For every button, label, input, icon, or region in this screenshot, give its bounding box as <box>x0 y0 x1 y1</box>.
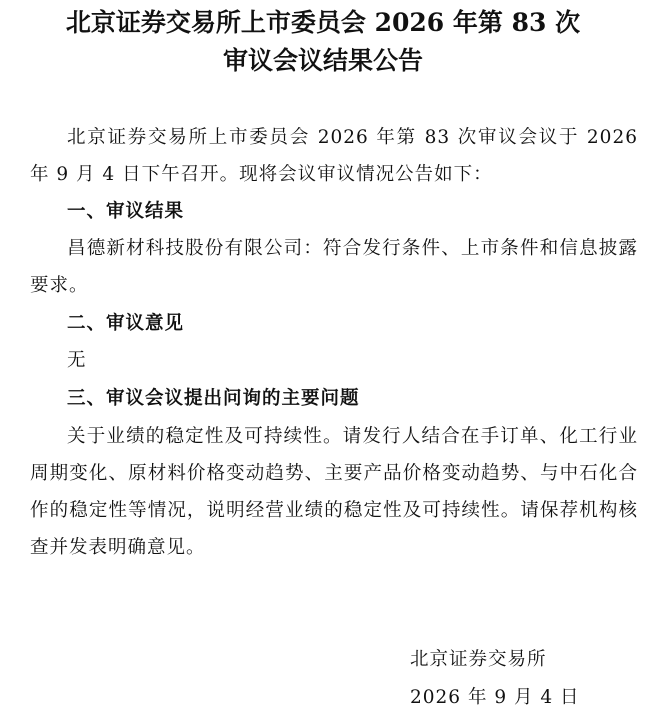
section-body-opinion: 无 <box>67 350 87 371</box>
section-body-result: 昌德新材科技股份有限公司：符合发行条件、上市条件和信息披露要求。 <box>30 238 638 296</box>
intro-paragraph: 北京证券交易所上市委员会 2026 年第 83 次审议会议于 2026 年 9 月 4 日下午召开。现将会议审议情况公告如下： <box>30 127 638 185</box>
announcement-title-line1: 北京证券交易所上市委员会 2026 年第 83 次 <box>65 8 581 37</box>
section-heading-questions: 三、审议会议提出问询的主要问题 <box>67 388 360 409</box>
section-body-questions: 关于业绩的稳定性及可持续性。请发行人结合在手订单、化工行业周期变化、原材料价格变动趋势、主要产品价格变动趋势、与中石化合作的稳定性等情况，说明经营业绩的稳定性及可持续性。请保荐机构核查并发表明确意见。 <box>30 426 638 558</box>
section-heading-opinion: 二、审议意见 <box>67 313 185 334</box>
signature-organization: 北京证券交易所 <box>410 649 547 670</box>
section-heading-result: 一、审议结果 <box>67 201 185 222</box>
signature-date: 2026 年 9 月 4 日 <box>410 687 580 708</box>
announcement-title-line2: 审议会议结果公告 <box>222 46 423 75</box>
